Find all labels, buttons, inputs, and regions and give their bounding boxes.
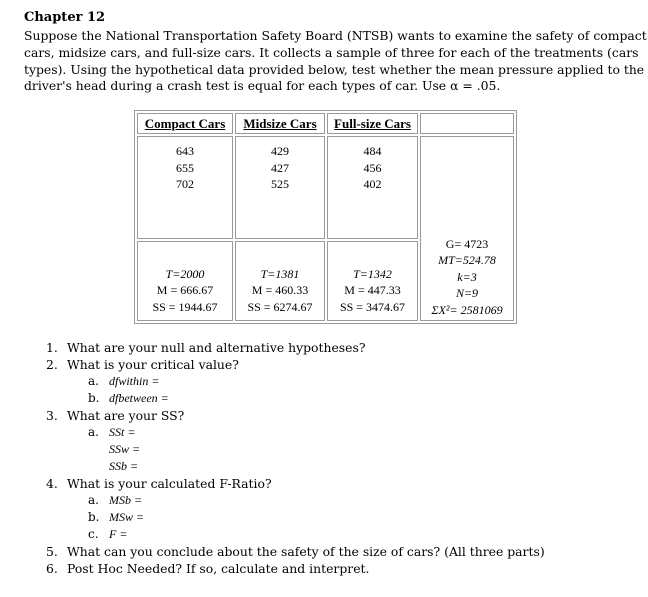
header-midsize-cars: Midsize Cars — [235, 113, 325, 134]
question-text: What is your calculated F-Ratio? — [67, 476, 272, 491]
question-number: 6. — [46, 561, 58, 576]
cell-fullsize-stats — [327, 241, 418, 321]
total-n: N=9 — [455, 286, 479, 300]
value: 525 — [271, 177, 289, 191]
question-number: 1. — [46, 340, 58, 355]
header-full-size-cars: Full-size Cars — [327, 113, 418, 134]
stat-ss: SS = 3474.67 — [339, 299, 406, 314]
total-sum-x-squared: ΣX²= 2581069 — [431, 302, 503, 317]
problem-statement — [24, 28, 647, 95]
question-number: 2. — [46, 357, 58, 372]
value: 456 — [363, 160, 382, 175]
header-blank — [420, 113, 514, 134]
question-number: 4. — [46, 476, 58, 491]
stat-ss: SS = 6274.67 — [247, 299, 313, 314]
question-text: What are your SS? — [67, 408, 185, 423]
intro-line: Suppose the National Transportation Safety Board (NTSB) wants to examine the safety of compact — [24, 28, 647, 43]
intro-line: driver's head during a crash test is equal for each types of car. Use α = .05. — [24, 78, 501, 94]
value: 702 — [176, 177, 194, 191]
question-text: Post Hoc Needed? If so, calculate and interpret. — [67, 561, 370, 576]
stat-t: T=1342 — [353, 266, 392, 281]
data-table — [134, 110, 517, 324]
subquestion-letter: a. — [88, 374, 99, 388]
question-number: 3. — [46, 408, 58, 423]
stat-m: M = 460.33 — [251, 283, 309, 297]
question-text: What are your null and alternative hypotheses? — [67, 340, 366, 355]
stat-t: T=1381 — [260, 266, 300, 281]
value: 484 — [363, 144, 382, 158]
subquestion-letter: c. — [88, 527, 99, 541]
stat-ss: SS = 1944.67 — [152, 299, 218, 314]
subquestion-text: MSw = — [109, 510, 145, 524]
subquestion-text: SSw = — [109, 442, 141, 456]
subquestion-letter: b. — [88, 391, 100, 405]
subquestion-letter: a. — [88, 493, 99, 507]
subquestion-text: SSb = — [109, 459, 139, 473]
intro-line: cars, midsize cars, and full-size cars. It collects a sample of three for each of the treatments (cars — [24, 44, 639, 60]
subquestion-text: MSb = — [109, 493, 143, 507]
cell-compact-stats — [137, 241, 233, 321]
value: 402 — [363, 177, 382, 191]
value: 655 — [176, 160, 194, 175]
total-k: k=3 — [457, 269, 477, 284]
intro-line: types). Using the hypothetical data provided below, test whether the mean pressure applied to the — [24, 61, 645, 77]
subquestion-letter: a. — [88, 425, 99, 439]
cell-totals — [420, 136, 514, 321]
cell-compact-values — [137, 136, 233, 239]
chapter-heading: Chapter 12 — [24, 10, 106, 25]
question-text: What can you conclude about the safety of the size of cars? (All three parts) — [67, 544, 545, 559]
cell-fullsize-values — [327, 136, 418, 239]
subquestion-text: F = — [109, 527, 128, 541]
total-g: G= 4723 — [445, 236, 489, 251]
subquestion-text: dfwithin = — [109, 374, 160, 388]
value: 427 — [271, 160, 289, 175]
header-compact-cars: Compact Cars — [137, 113, 233, 134]
subquestion-text: dfbetween = — [109, 391, 169, 405]
total-mt: MT=524.78 — [438, 253, 496, 267]
table-header-row — [137, 113, 514, 134]
stat-t: T=2000 — [165, 266, 205, 281]
stat-m: M = 666.67 — [156, 283, 214, 297]
subquestion-text: SSt = — [109, 425, 136, 439]
question-number: 5. — [46, 544, 58, 559]
value: 429 — [271, 144, 289, 158]
stat-m: M = 447.33 — [344, 283, 401, 297]
subquestion-letter: b. — [88, 510, 100, 524]
cell-midsize-values — [235, 136, 325, 239]
value: 643 — [176, 144, 194, 158]
cell-midsize-stats — [235, 241, 325, 321]
question-text: What is your critical value? — [67, 357, 239, 372]
table-row-values — [137, 136, 514, 239]
